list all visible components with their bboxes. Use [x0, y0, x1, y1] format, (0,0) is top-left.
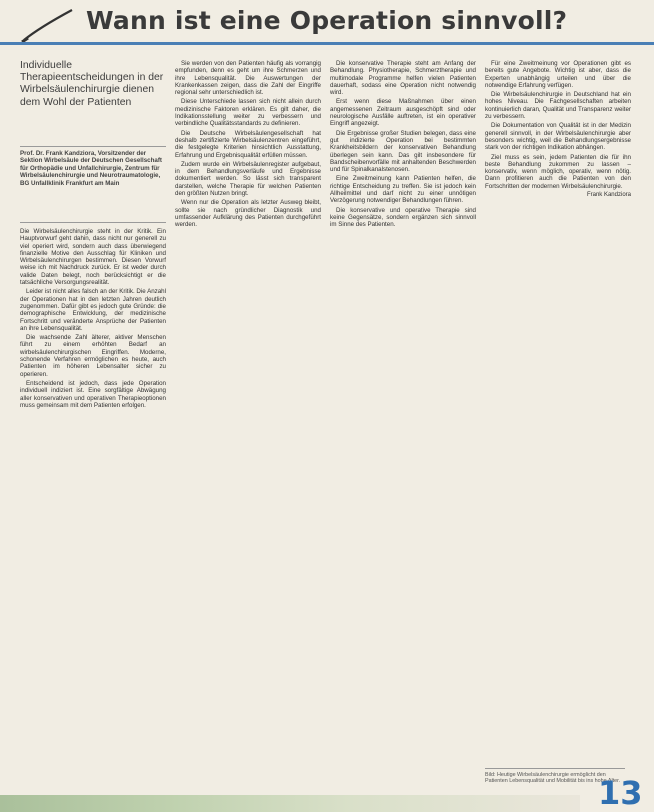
- article-column-3: [330, 60, 476, 776]
- headline-rule: [0, 42, 654, 45]
- subtitle: Individuelle Therapieentscheidungen in der Wirbelsäulenchirurgie dienen dem Wohl der Patienten: [20, 60, 164, 108]
- article-column-4: [485, 60, 631, 760]
- paragraph: Die Deutsche Wirbelsäulengesellschaft hat deshalb zertifizierte Wirbelsäulenzentren eingeführt, die festgelegte Kriterien hinsichtlich Ausstattung, Erfahrung und Ergebnisqualität erfüllen müssen.: [175, 129, 321, 159]
- photo-strip: [0, 795, 580, 812]
- paragraph: Entscheidend ist jedoch, dass jede Operation individuell indiziert ist. Eine sorgfältige Abwägung aller konservativen und operativen Therapieoptionen muss gemeinsam mit dem Patienten erfolgen.: [20, 379, 166, 409]
- paragraph: Die Dokumentation von Qualität ist in der Medizin generell sinnvoll, in der Wirbelsäulenchirurgie aber besonders wichtig, weil die Behandlungsergebnisse stark von der richtigen Indikation abhängen.: [485, 122, 631, 152]
- paragraph: Diese Unterschiede lassen sich nicht allein durch medizinische Faktoren erklären. Es gilt daher, die Indikationsstellung weiter zu verbessern und verbindliche Qualitätsstandards zu definieren.: [175, 98, 321, 128]
- author-box: Prof. Dr. Frank Kandziora, Vorsitzender der Sektion Wirbelsäule der Deutschen Gesellschaft für Orthopädie und Unfallchirurgie, Zentrum für Wirbelsäulenchirurgie und Neurotraumatologie, BG Unfallklinik Frankfurt am Main: [20, 150, 162, 187]
- scalpel-icon: [20, 6, 78, 46]
- page-number: 13: [598, 774, 643, 812]
- paragraph: Die Ergebnisse großer Studien belegen, dass eine gut indizierte Operation bei bestimmten Krankheitsbildern der konservativen Behandlung überlegen sein kann. Das gilt insbesondere für Bandscheibenvorfälle mit anhaltenden Beschwerden und für Spinalkanalstenosen.: [330, 129, 476, 174]
- paragraph: Wenn nur die Operation als letzter Ausweg bleibt, sollte sie nach gründlicher Diagnostik und umfassender Aufklärung des Patienten durchgeführt werden.: [175, 199, 321, 229]
- caption-rule: [485, 768, 625, 769]
- paragraph: Sie werden von den Patienten häufig als vorrangig empfunden, denn es geht um ihre Schmerzen und ihre Lebensqualität. Die Auswertungen der Krankenkassen zeigen, dass die Zahl der Eingriffe regional sehr unterschiedlich ist.: [175, 60, 321, 97]
- image-caption: Bild: Heutige Wirbelsäulenchirurgie ermöglicht den Patienten Lebensqualität und Mobilität bis ins hohe Alter.: [485, 772, 621, 785]
- paragraph: Leider ist nicht alles falsch an der Kritik. Die Anzahl der Operationen hat in den letzten Jahren deutlich zugenommen. Dafür gibt es jedoch gute Gründe: die demographische Entwicklung, der medizinische Fortschritt und veränderte Ansprüche der Patienten an ihre Lebensqualität.: [20, 288, 166, 332]
- paragraph: Für eine Zweitmeinung vor Operationen gibt es bereits gute Angebote. Wichtig ist aber, dass die Experten unabhängig urteilen und über die notwendige Erfahrung verfügen.: [485, 60, 631, 89]
- signature: Frank Kandziora: [586, 192, 631, 199]
- paragraph: Eine Zweitmeinung kann Patienten helfen, die richtige Entscheidung zu treffen. Sie ist jedoch kein Allheilmittel und darf nicht zu einer unnötigen Verzögerung notwendiger Behandlungen führen.: [330, 175, 476, 205]
- author-rule-bottom: [20, 222, 166, 223]
- article-column-2: [175, 60, 321, 776]
- paragraph: Die wachsende Zahl älterer, aktiver Menschen führt zu einem erhöhten Bedarf an wirbelsäulenchirurgischen Eingriffen. Moderne, schonende Verfahren ermöglichen es heute, auch Patienten im höheren Lebensalter sicher zu operieren.: [20, 334, 166, 378]
- paragraph: Die konservative und operative Therapie sind keine Gegensätze, sondern ergänzen sich sinnvoll im Sinne des Patienten.: [330, 206, 476, 229]
- paragraph: Die Wirbelsäulenchirurgie steht in der Kritik. Ein Hauptvorwurf geht dahin, dass nicht nur generell zu viel operiert wird, sondern auch dass überwiegend finanzielle Motive den Ausschlag für Kliniken und Wirbelsäulenchirurgen bestimmen. Diesen Vorwurf weise ich mit Nachdruck zurück. Er ist weder durch valide Daten belegt, noch berücksichtigt er die tatsächliche Versorgungsrealität.: [20, 228, 166, 287]
- paragraph: Zudem wurde ein Wirbelsäulenregister aufgebaut, in dem Behandlungsverläufe und Ergebnisse dokumentiert werden. So lässt sich transparent darstellen, welche Therapie für welchen Patienten den größten Nutzen bringt.: [175, 160, 321, 198]
- paragraph: Ziel muss es sein, jedem Patienten die für ihn beste Behandlung zukommen zu lassen – konservativ, wenn möglich, operativ, wenn nötig. Dann profitieren auch die Patienten von den Fortschritten der modernen Wirbelsäulenchirurgie.: [485, 153, 631, 190]
- headline: Wann ist eine Operation sinnvoll?: [86, 6, 568, 35]
- paragraph: Die konservative Therapie steht am Anfang der Behandlung. Physiotherapie, Schmerztherapie und multimodale Programme helfen vielen Patienten dauerhaft, sodass eine Operation nicht notwendig wird.: [330, 60, 476, 97]
- paragraph: Erst wenn diese Maßnahmen über einen angemessenen Zeitraum ausgeschöpft sind oder neurologische Ausfälle auftreten, ist ein operativer Eingriff angezeigt.: [330, 98, 476, 128]
- paragraph: Die Wirbelsäulenchirurgie in Deutschland hat ein hohes Niveau. Die Fachgesellschaften arbeiten kontinuierlich daran, Qualität und Transparenz weiter zu verbessern.: [485, 91, 631, 121]
- article-column-1: [20, 228, 166, 768]
- author-rule-top: [20, 146, 166, 147]
